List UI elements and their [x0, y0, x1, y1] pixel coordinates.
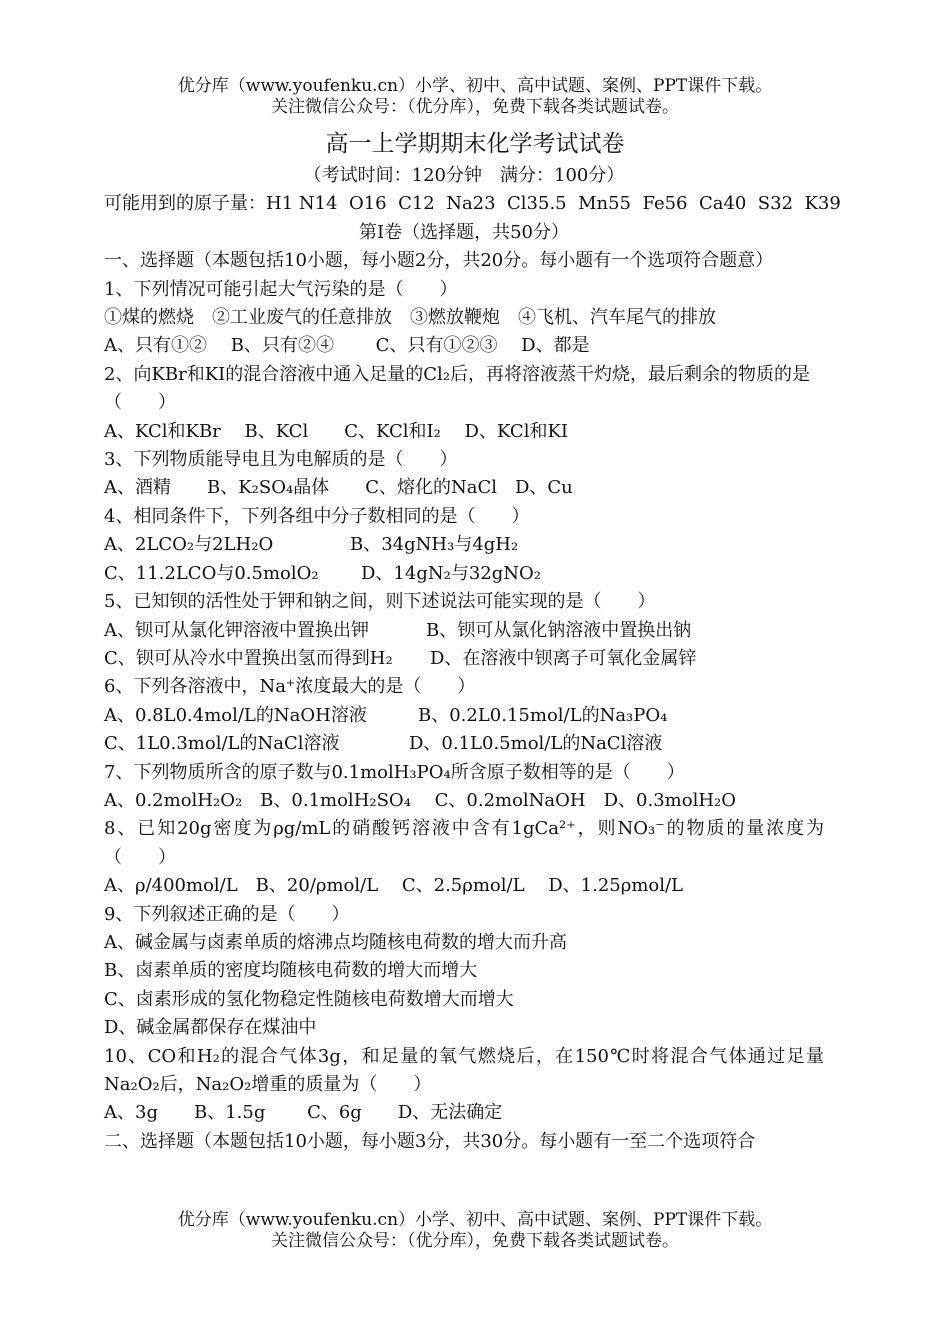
- question-2: 2、向KBr和KI的混合溶液中通入足量的Cl₂后，再将溶液蒸干灼烧，最后剩余的物质的是: [104, 363, 811, 385]
- question-8-options: A、ρ/400mol/L B、20/ρmol/L C、2.5ρmol/L D、1.25ρmol/L: [104, 875, 684, 897]
- question-2-options: A、KCl和KBr B、KCl C、KCl和I₂ D、KCl和KI: [104, 420, 569, 442]
- question-4-row-2: [104, 560, 824, 588]
- question-2-paren: （ ）: [104, 392, 176, 414]
- option-d: D、在溶液中钡离子可氧化金属锌: [430, 647, 697, 669]
- question-7-options: A、0.2molH₂O₂ B、0.1molH₂SO₄ C、0.2molNaOH D、0.3molH₂O: [104, 789, 737, 811]
- question-1-options: A、只有①② B、只有②④ C、只有①②③ D、都是: [104, 335, 590, 357]
- question-10: 10、CO和H₂的混合气体3g，和足量的氧气燃烧后，在150℃时将混合气体通过足量Na₂O₂后，Na₂O₂增重的质量为（ ）: [104, 1045, 824, 1095]
- footer-line-2: 关注微信公众号：（优分库），免费下载各类试题试卷。: [271, 1231, 679, 1251]
- question-6-row-2: [104, 730, 824, 758]
- exam-body: [104, 128, 841, 1156]
- option-c: C、卤素形成的氢化物稳定性随核电荷数增大而增大: [104, 988, 514, 1010]
- option-d: D、0.1L0.5mol/L的NaCl溶液: [409, 733, 663, 755]
- question-4: 4、相同条件下，下列各组中分子数相同的是（ ）: [104, 505, 530, 527]
- footer-line-1: 优分库（www.youfenku.cn）小学、初中、高中试题、案例、PPT课件下载。: [177, 1210, 773, 1230]
- option-a: A、2LCO₂与2LH₂O: [104, 534, 274, 556]
- exam-subtitle: （考试时间：120分钟 满分：100分）: [303, 165, 625, 186]
- question-5-row-2: [104, 645, 824, 673]
- question-6-row-1: [104, 702, 824, 730]
- question-3: 3、下列物质能导电且为电解质的是（ ）: [104, 449, 458, 471]
- exam-title: 高一上学期期末化学考试试卷: [325, 131, 625, 157]
- question-8: 8、已知20g密度为ρg/mL的硝酸钙溶液中含有1gCa²⁺，则NO₃⁻的物质的量浓度为（ ）: [104, 818, 824, 868]
- question-7: 7、下列物质所含的原子数与0.1molH₃PO₄所含原子数相等的是（ ）: [104, 761, 685, 783]
- question-5: 5、已知钡的活性处于钾和钠之间，则下述说法可能实现的是（ ）: [104, 591, 656, 613]
- page-footer: [0, 1210, 950, 1252]
- question-6: 6、下列各溶液中，Na⁺浓度最大的是（ ）: [104, 676, 476, 698]
- header-line-2: 关注微信公众号：（优分库），免费下载各类试题试卷。: [271, 97, 679, 117]
- option-c: C、钡可从冷水中置换出氢而得到H₂: [104, 647, 393, 669]
- part1-title: 第Ⅰ卷（选择题，共50分）: [358, 221, 569, 243]
- question-5-row-1: [104, 617, 824, 645]
- option-a: A、0.8L0.4mol/L的NaOH溶液: [104, 704, 367, 726]
- atomic-mass-line: 可能用到的原子量：H1 N14 O16 C12 Na23 Cl35.5 Mn55 Fe56 Ca40 S32 K39: [104, 193, 841, 215]
- option-d: D、碱金属都保存在煤油中: [104, 1017, 317, 1039]
- option-b: B、0.2L0.15mol/L的Na₃PO₄: [418, 704, 668, 726]
- option-c: C、11.2LCO与0.5molO₂: [104, 562, 319, 584]
- option-c: C、1L0.3mol/L的NaCl溶液: [104, 733, 340, 755]
- option-b: B、卤素单质的密度均随核电荷数的增大而增大: [104, 960, 478, 982]
- question-1-items: ①煤的燃烧 ②工业废气的任意排放 ③燃放鞭炮 ④飞机、汽车尾气的排放: [104, 307, 716, 329]
- header-line-1: 优分库（www.youfenku.cn）小学、初中、高中试题、案例、PPT课件下载。: [177, 76, 773, 96]
- section2-heading: 二、选择题（本题包括10小题，每小题3分，共30分。每小题有一至二个选项符合: [104, 1130, 756, 1152]
- question-9: 9、下列叙述正确的是（ ）: [104, 903, 350, 925]
- question-4-row-1: [104, 531, 824, 559]
- option-a: A、钡可从氯化钾溶液中置换出钾: [104, 619, 369, 641]
- option-d: D、14gN₂与32gNO₂: [361, 562, 541, 584]
- page-header: [0, 76, 950, 118]
- question-3-options: A、酒精 B、K₂SO₄晶体 C、熔化的NaCl D、Cu: [104, 477, 573, 499]
- option-b: B、34gNH₃与4gH₂: [350, 534, 519, 556]
- option-a: A、碱金属与卤素单质的熔沸点均随核电荷数的增大而升高: [104, 931, 567, 953]
- option-b: B、钡可从氯化钠溶液中置换出钠: [426, 619, 692, 641]
- question-10-options: A、3g B、1.5g C、6g D、无法确定: [104, 1102, 503, 1124]
- section1-heading: 一、选择题（本题包括10小题，每小题2分，共20分。每小题有一个选项符合题意）: [104, 250, 774, 272]
- question-1: 1、下列情况可能引起大气污染的是（ ）: [104, 278, 458, 300]
